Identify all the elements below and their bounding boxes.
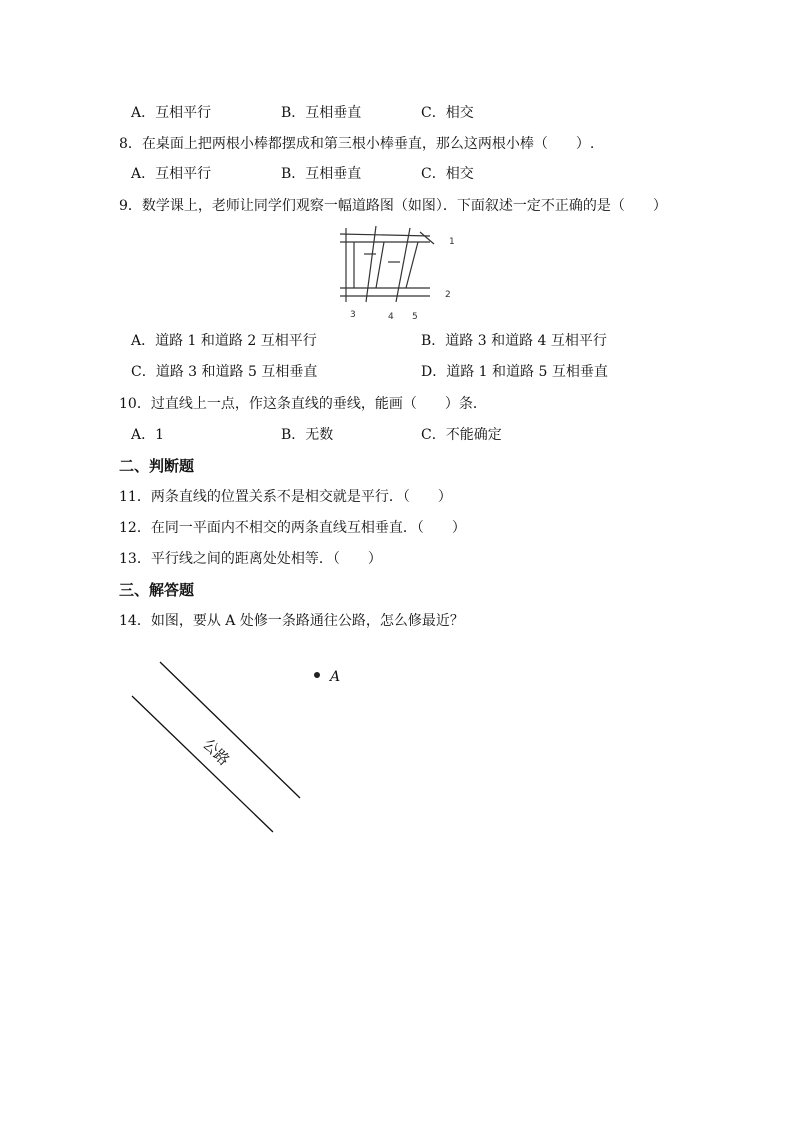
q9-option-c[interactable]: C．道路 3 和道路 5 互相垂直 [131,364,318,380]
section-title-answer: 三、解答题 [119,581,195,599]
q7-option-a[interactable]: A．互相平行 [131,105,212,121]
road-edge-top [160,662,300,798]
q8-option-a[interactable]: A．互相平行 [131,166,212,182]
q9-option-d[interactable]: D．道路 1 和道路 5 互相垂直 [421,364,608,380]
road-label-3: 3 [350,310,356,320]
road-label-4: 4 [388,312,394,322]
point-a-label: A [330,669,341,685]
q10-option-a[interactable]: A．1 [131,427,165,443]
q7-option-c[interactable]: C．相交 [421,105,474,121]
q9-option-b[interactable]: B．道路 3 和道路 4 互相平行 [421,333,607,349]
q9-option-a[interactable]: A．道路 1 和道路 2 互相平行 [131,333,317,349]
q8-option-c[interactable]: C．相交 [421,166,474,182]
q14-stem: 14．如图，要从 A 处修一条路通往公路，怎么修最近？ [119,613,464,629]
q13-stem: 13．平行线之间的距离处处相等．（ ） [119,551,382,567]
road-lines [340,226,434,302]
q10-stem: 10．过直线上一点，作这条直线的垂线，能画（ ）条． [119,396,487,412]
road-label: 公路 [199,735,234,770]
road-label-2: 2 [445,290,451,300]
q11-stem: 11．两条直线的位置关系不是相交就是平行．（ ） [119,489,452,505]
q9-stem: 9．数学课上，老师让同学们观察一幅道路图（如图）．下面叙述一定不正确的是（ ） [119,198,667,214]
q12-stem: 12．在同一平面内不相交的两条直线互相垂直．（ ） [119,520,466,536]
q7-option-b[interactable]: B．互相垂直 [281,105,362,121]
q8-option-b[interactable]: B．互相垂直 [281,166,362,182]
point-a-dot [314,672,320,678]
road-label-5: 5 [412,312,418,322]
q10-option-c[interactable]: C．不能确定 [421,427,502,443]
q8-stem: 8．在桌面上把两根小棒都摆成和第三根小棒垂直，那么这两根小棒（ ）. [119,136,595,152]
road-map-figure [330,222,470,322]
road-point-figure [120,650,360,850]
road-label-1: 1 [449,237,455,247]
section-title-judgement: 二、判断题 [119,457,195,475]
road-edge-bottom [132,696,273,832]
q10-option-b[interactable]: B．无数 [281,427,334,443]
